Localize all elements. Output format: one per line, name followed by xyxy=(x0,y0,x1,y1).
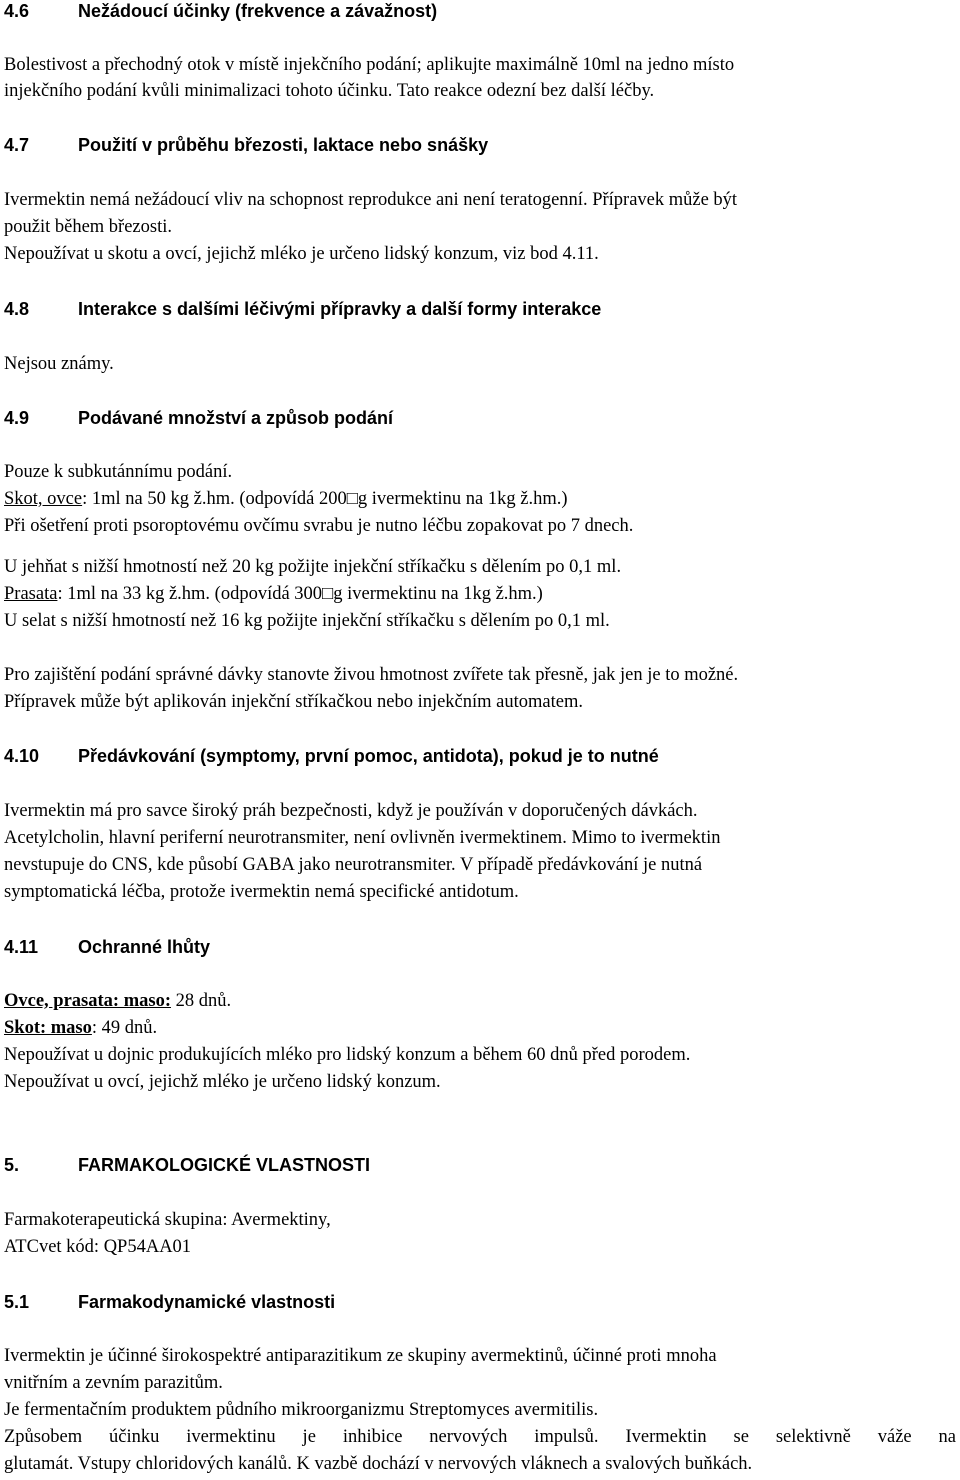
paragraph-line: Farmakoterapeutická skupina: Avermektiny, xyxy=(4,1210,331,1230)
paragraph-line: glutamát. Vstupy chloridových kanálů. K vazbě dochází v nervových vláknech a svalových buňkách. xyxy=(4,1454,753,1474)
paragraph-line: Při ošetření proti psoroptovému ovčímu svrabu je nutno léčbu zopakovat po 7 dnech. xyxy=(4,516,634,536)
paragraph-line: Přípravek může být aplikován injekční stříkačkou nebo injekčním automatem. xyxy=(4,692,583,712)
paragraph-line: Ivermektin má pro savce široký práh bezpečnosti, když je používán v doporučených dávkách. xyxy=(4,801,698,821)
paragraph-line: Pouze k subkutánnímu podání. xyxy=(4,462,233,482)
paragraph-line: Acetylcholin, hlavní periferní neurotransmiter, není ovlivněn ivermektinem. Mimo to ivermektin xyxy=(4,828,721,848)
paragraph-line: použit během březosti. xyxy=(4,217,172,237)
section-heading-4-6: 4.6 Nežádoucí účinky (frekvence a závažnost) xyxy=(4,1,438,21)
paragraph-line: U selat s nižší hmotností než 16 kg požijte injekční stříkačku s dělením po 0,1 ml. xyxy=(4,611,610,631)
dosage-line-pigs: Prasata: 1ml na 33 kg ž.hm. (odpovídá 300□g ivermektinu na 1kg ž.hm.) xyxy=(4,584,543,604)
paragraph-line: Pro zajištění podání správné dávky stanovte živou hmotnost zvířete tak přesně, jak jen je to možné. xyxy=(4,665,739,685)
section-heading-4-9: 4.9 Podávané množství a způsob podání xyxy=(4,408,394,428)
paragraph-line: Nepoužívat u skotu a ovcí, jejichž mléko je určeno lidský konzum, viz bod 4.11. xyxy=(4,244,599,264)
paragraph-line: Způsobem účinku ivermektinu je inhibice nervových impulsů. Ivermektin se selektivně váže na xyxy=(4,1427,956,1447)
paragraph-line: Ivermektin je účinné širokospektré antiparazitikum ze skupiny avermektinů, účinné proti mnoha xyxy=(4,1346,717,1366)
paragraph-line: U jehňat s nižší hmotností než 20 kg požijte injekční stříkačku s dělením po 0,1 ml. xyxy=(4,557,622,577)
paragraph-line: Je fermentačním produktem půdního mikroorganizmu Streptomyces avermitilis. xyxy=(4,1400,599,1420)
paragraph-line: symptomatická léčba, protože ivermektin nemá specifické antidotum. xyxy=(4,882,519,902)
section-heading-4-11: 4.11 Ochranné lhůty xyxy=(4,937,211,957)
withdrawal-cattle: Skot: maso: 49 dnů. xyxy=(4,1018,158,1038)
section-heading-4-7: 4.7 Použití v průběhu březosti, laktace nebo snášky xyxy=(4,135,489,155)
section-heading-4-10: 4.10 Předávkování (symptomy, první pomoc, antidota), pokud je to nutné xyxy=(4,746,659,766)
paragraph-line: Nepoužívat u dojnic produkujících mléko pro lidský konzum a během 60 dnů před porodem. xyxy=(4,1045,691,1065)
section-heading-4-8: 4.8 Interakce s dalšími léčivými přípravky a další formy interakce xyxy=(4,299,602,319)
paragraph-line: injekčního podání kvůli minimalizaci tohoto účinku. Tato reakce odezní bez další léčby. xyxy=(4,81,655,101)
withdrawal-sheep-pigs: Ovce, prasata: maso: 28 dnů. xyxy=(4,991,232,1011)
section-heading-5: 5. FARMAKOLOGICKÉ VLASTNOSTI xyxy=(4,1155,370,1175)
dosage-line-cattle-sheep: Skot, ovce: 1ml na 50 kg ž.hm. (odpovídá 200□g ivermektinu na 1kg ž.hm.) xyxy=(4,489,568,509)
paragraph-line: vnitřním a zevním parazitům. xyxy=(4,1373,223,1393)
paragraph-line: ATCvet kód: QP54AA01 xyxy=(4,1237,192,1257)
paragraph-line: Bolestivost a přechodný otok v místě injekčního podání; aplikujte maximálně 10ml na jedno místo xyxy=(4,55,735,75)
paragraph-line: Nepoužívat u ovcí, jejichž mléko je určeno lidský konzum. xyxy=(4,1072,441,1092)
paragraph-line: Ivermektin nemá nežádoucí vliv na schopnost reprodukce ani není teratogenní. Přípravek může být xyxy=(4,190,738,210)
section-heading-5-1: 5.1 Farmakodynamické vlastnosti xyxy=(4,1292,336,1312)
paragraph-line: Nejsou známy. xyxy=(4,354,114,374)
paragraph-line: nevstupuje do CNS, kde působí GABA jako neurotransmiter. V případě předávkování je nutná xyxy=(4,855,703,875)
